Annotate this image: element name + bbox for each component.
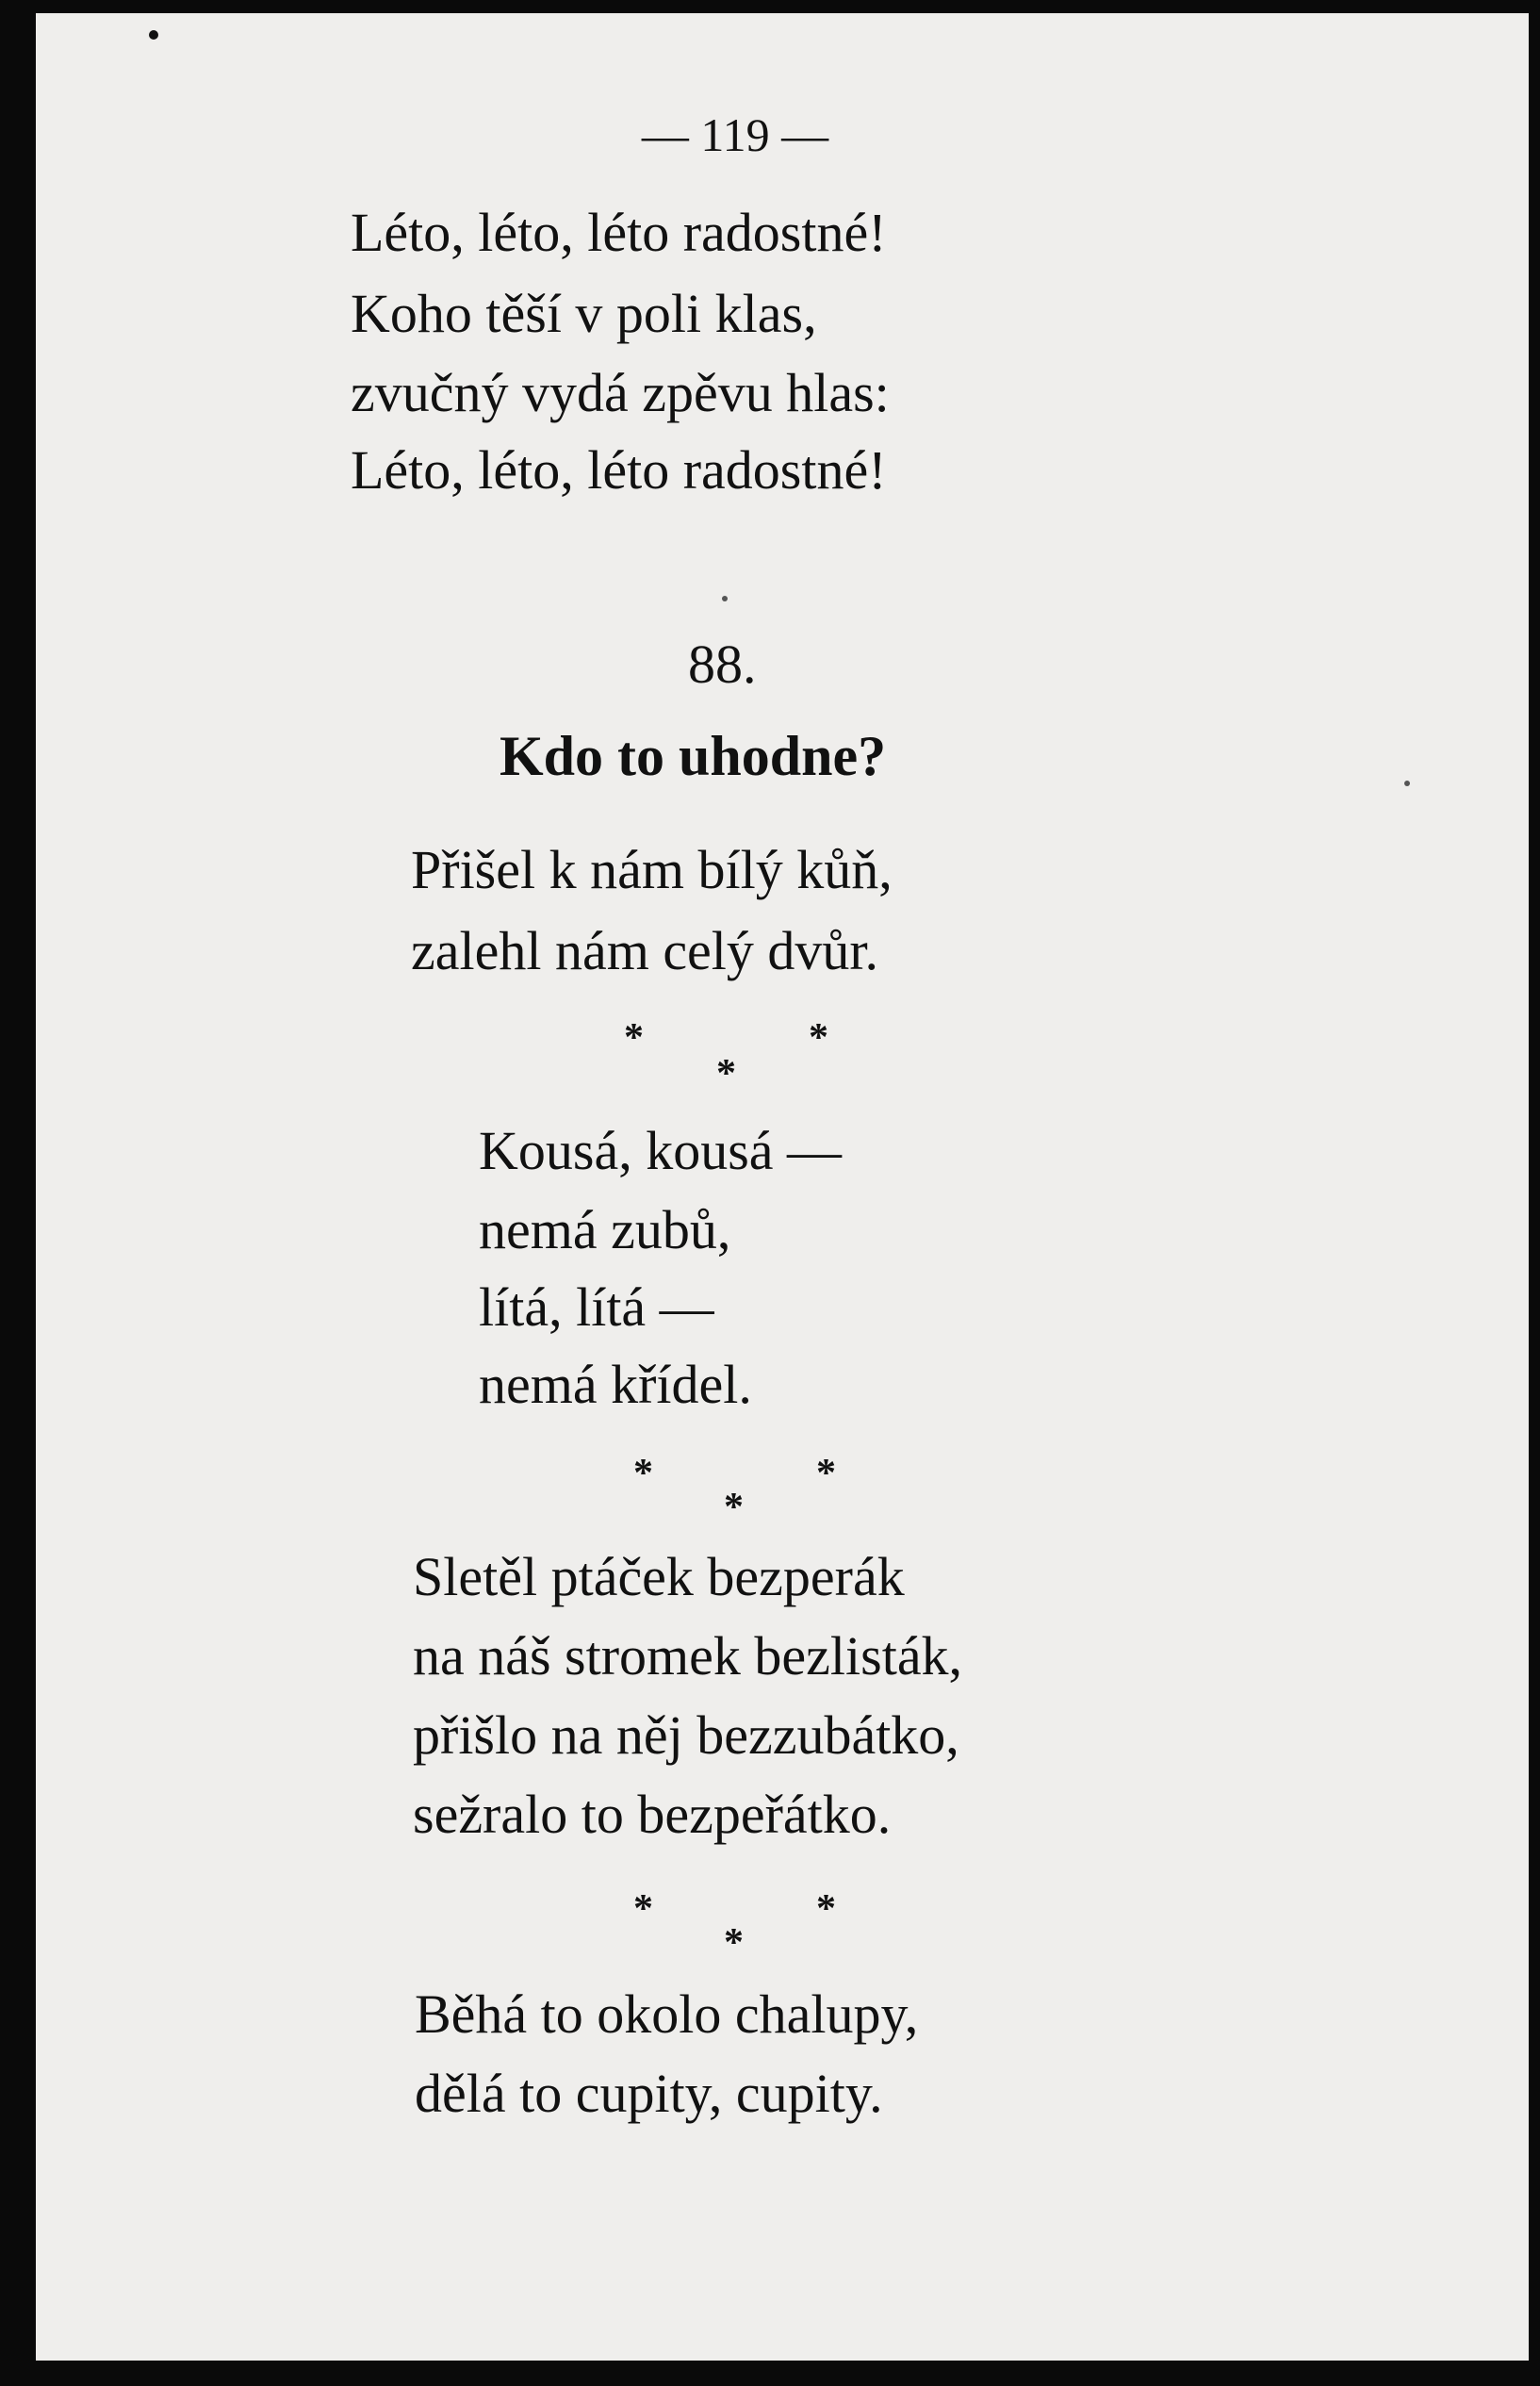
section-number: 88. (688, 634, 757, 695)
scan-speck (1404, 781, 1410, 786)
riddle-line: Kousá, kousá — (479, 1120, 843, 1181)
separator-star: * (633, 1887, 653, 1931)
riddle-line: dělá to cupity, cupity. (415, 2063, 883, 2124)
riddle-line: Přišel k nám bílý kůň, (411, 839, 893, 900)
separator-star: * (809, 1016, 828, 1060)
page-number: — 119 — (641, 108, 829, 161)
riddle-line: lítá, lítá — (479, 1276, 714, 1338)
riddle-line: nemá zubů, (479, 1199, 731, 1260)
riddle-line: zalehl nám celý dvůr. (411, 920, 879, 981)
scan-speck (722, 596, 728, 601)
riddle-line: na náš stromek bezlisták, (413, 1625, 963, 1687)
verse-line: zvučný vydá zpěvu hlas: (351, 362, 890, 423)
separator-star: * (816, 1887, 836, 1931)
riddle-line: sežralo to bezpeřátko. (413, 1784, 892, 1845)
separator-star: * (724, 1486, 744, 1529)
riddle-line: Běhá to okolo chalupy, (415, 1983, 919, 2045)
verse-line: Koho těší v poli klas, (351, 283, 817, 344)
separator-star: * (633, 1452, 653, 1495)
scan-speck (149, 30, 158, 40)
separator-star: * (624, 1016, 644, 1060)
separator-star: * (724, 1921, 744, 1965)
verse-line: Léto, léto, léto radostné! (351, 202, 887, 263)
riddle-line: přišlo na něj bezzubátko, (413, 1704, 959, 1766)
section-title: Kdo to uhodne? (500, 725, 887, 787)
verse-line: Léto, léto, léto radostné! (351, 439, 887, 501)
riddle-line: Sletěl ptáček bezperák (413, 1546, 905, 1607)
riddle-line: nemá křídel. (479, 1354, 752, 1415)
separator-star: * (816, 1452, 836, 1495)
separator-star: * (716, 1052, 736, 1095)
